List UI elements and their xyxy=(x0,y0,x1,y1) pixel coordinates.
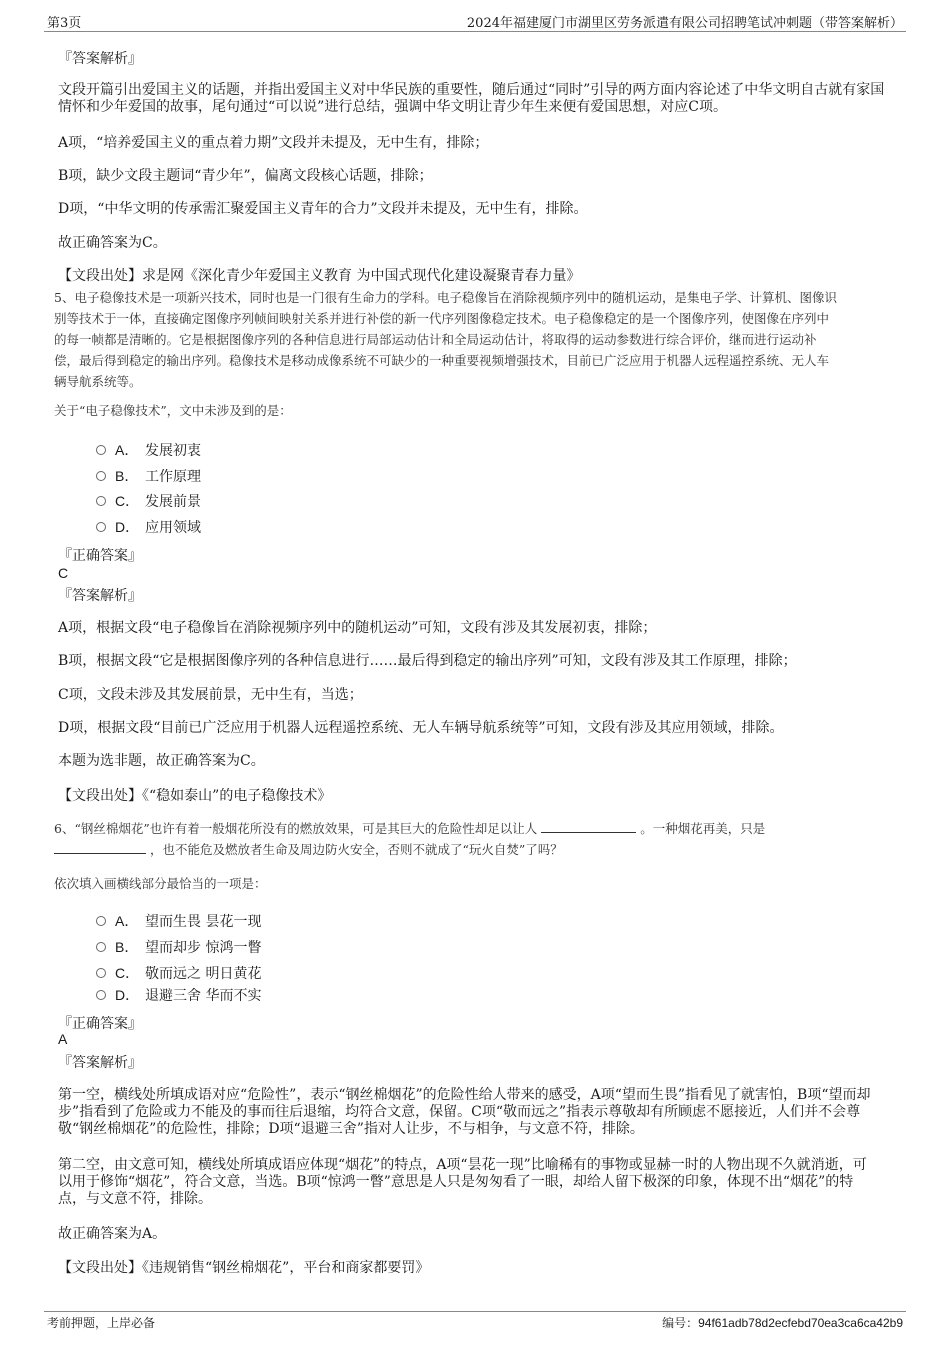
radio-icon[interactable] xyxy=(96,968,106,978)
footer-slogan: 考前押题，上岸必备 xyxy=(47,1316,156,1330)
q5-analysis-a: A项，根据文段“电子稳像旨在消除视频序列中的随机运动”可知，文段有涉及其发展初衷，排除； xyxy=(58,620,657,636)
q6-conclusion: 故正确答案为A。 xyxy=(58,1226,167,1242)
q6-stem-line-2: ，也不能危及燃放者生命及周边防火安全，否则不就成了“玩火自焚”了吗？ xyxy=(54,839,904,860)
q5-conclusion: 本题为选非题，故正确答案为C。 xyxy=(58,753,265,769)
q5-option-a[interactable]: A． 发展初衷 xyxy=(96,440,201,460)
q5-stem xyxy=(54,287,904,392)
q6-analysis-paragraph-1: 第一空，横线处所填成语对应“危险性”，表示“钢丝棉烟花”的危险性给人带来的感受，A项“望而生畏”指看见了就害怕，B项“望而却步”指看到了危险或力不能及的事而往后退缩，均符合文意，保留。C项“敬而远之”指表示尊敬却有所顾虑不愿接近，人们并不会尊敬“钢丝棉烟花”的危险性，排除；D项“退避三舍”指对人让步，不与相争，与文意不符，排除。 xyxy=(58,1087,871,1137)
q5-stem-line-4: 偿，最后得到稳定的输出序列。稳像技术是移动成像系统不可缺少的一种重要视频增强技术，目前已广泛应用于机器人远程遥控系统、无人车 xyxy=(54,353,830,368)
q5-option-b[interactable]: B． 工作原理 xyxy=(96,466,201,486)
q6-stem-line-1: 6、“钢丝棉烟花”也许有着一般烟花所没有的燃放效果，可是其巨大的危险性却足以让人 。一种烟花再美，只是 xyxy=(54,821,766,836)
q4-analysis-a: A项，“培养爱国主义的重点着力期”文段并未提及，无中生有，排除； xyxy=(58,135,489,151)
q5-stem-line-3: 的每一帧都是清晰的。它是根据图像序列的各种信息进行局部运动估计和全局运动估计，将取得的运动参数进行综合评价，继而进行运动补 xyxy=(54,332,817,347)
q4-conclusion: 故正确答案为C。 xyxy=(58,235,167,251)
q5-analysis-b: B项，根据文段“它是根据图像序列的各种信息进行……最后得到稳定的输出序列”可知，文段有涉及其工作原理，排除； xyxy=(58,653,797,669)
radio-icon[interactable] xyxy=(96,942,106,952)
q5-analysis-c: C项，文段未涉及其发展前景，无中生有，当选； xyxy=(58,687,363,703)
document-code: 编号：94f61adb78d2ecfebd70ea3ca6ca42b9 xyxy=(662,1316,903,1330)
q6-option-c[interactable]: C． 敬而远之 明日黄花 xyxy=(96,963,261,983)
q5-stem-line-5: 辆导航系统等。 xyxy=(54,374,142,389)
footer-divider xyxy=(44,1311,906,1312)
q5-correct-answer: C xyxy=(58,565,69,581)
q4-analysis-b: B项，缺少文段主题词“青少年”，偏离文段核心话题，排除； xyxy=(58,168,433,184)
q5-correct-label: 『正确答案』 xyxy=(58,548,142,564)
q5-option-c[interactable]: C． 发展前景 xyxy=(96,491,201,511)
radio-icon[interactable] xyxy=(96,990,106,1000)
q5-stem-line-1: 5、电子稳像技术是一项新兴技术，同时也是一门很有生命力的学科。电子稳像旨在消除视频序列中的随机运动，是集电子学、计算机、图像识 xyxy=(54,290,837,305)
q6-question: 依次填入画横线部分最恰当的一项是： xyxy=(54,876,267,891)
q6-stem xyxy=(54,818,904,860)
q4-analysis-paragraph: 文段开篇引出爱国主义的话题，并指出爱国主义对中华民族的重要性，随后通过“同时”引导的两方面内容论述了中华文明自古就有家国情怀和少年爱国的故事，尾句通过“可以说”进行总结，强调中华文明让青少年生来便有爱国思想，对应C项。 xyxy=(58,82,885,115)
radio-icon[interactable] xyxy=(96,522,106,532)
q4-analysis-label: 『答案解析』 xyxy=(58,51,142,67)
q4-analysis-d: D项，“中华文明的传承需汇聚爱国主义青年的合力”文段并未提及，无中生有，排除。 xyxy=(58,201,588,217)
q5-analysis-d: D项，根据文段“目前已广泛应用于机器人远程遥控系统、无人车辆导航系统等”可知，文段有涉及其应用领域，排除。 xyxy=(58,720,784,736)
document-title: 2024年福建厦门市湖里区劳务派遣有限公司招聘笔试冲刺题（带答案解析） xyxy=(466,16,903,31)
q6-correct-label: 『正确答案』 xyxy=(58,1016,142,1032)
header-divider xyxy=(44,31,906,32)
radio-icon[interactable] xyxy=(96,916,106,926)
q5-option-d[interactable]: D． 应用领域 xyxy=(96,517,201,537)
q5-stem-line-2: 别等技术于一体，直接确定图像序列帧间映射关系并进行补偿的新一代序列图像稳定技术。电子稳像稳定的是一个图像序列，使图像在序列中 xyxy=(54,311,830,326)
q6-analysis-label: 『答案解析』 xyxy=(58,1055,142,1071)
q5-analysis-label: 『答案解析』 xyxy=(58,588,142,604)
radio-icon[interactable] xyxy=(96,471,106,481)
q6-option-a[interactable]: A． 望而生畏 昙花一现 xyxy=(96,911,261,931)
q5-question: 关于“电子稳像技术”，文中未涉及到的是： xyxy=(54,403,292,418)
page-number: 第3页 xyxy=(47,16,82,31)
q6-option-d[interactable]: D． 退避三舍 华而不实 xyxy=(96,985,261,1005)
q6-option-b[interactable]: B． 望而却步 惊鸿一瞥 xyxy=(96,937,261,957)
q6-analysis-paragraph-2: 第二空，由文意可知，横线处所填成语应体现“烟花”的特点，A项“昙花一现”比喻稀有的事物或显赫一时的人物出现不久就消逝，可以用于修饰“烟花”，符合文意，当选。B项“惊鸿一瞥”意思是人只是匆匆看了一眼，却给人留下极深的印象，体现不出“烟花”的特点，与文意不符，排除。 xyxy=(58,1157,867,1207)
q6-source: 【文段出处】《违规销售“钢丝棉烟花”，平台和商家都要罚》 xyxy=(58,1260,430,1276)
q6-correct-answer: A xyxy=(58,1031,68,1047)
fill-blank-1[interactable] xyxy=(541,820,636,833)
q4-source: 【文段出处】求是网《深化青少年爱国主义教育 为中国式现代化建设凝聚青春力量》 xyxy=(58,268,581,284)
fill-blank-2[interactable] xyxy=(54,841,146,854)
radio-icon[interactable] xyxy=(96,445,106,455)
q5-source: 【文段出处】《“稳如泰山”的电子稳像技术》 xyxy=(58,788,332,804)
radio-icon[interactable] xyxy=(96,496,106,506)
